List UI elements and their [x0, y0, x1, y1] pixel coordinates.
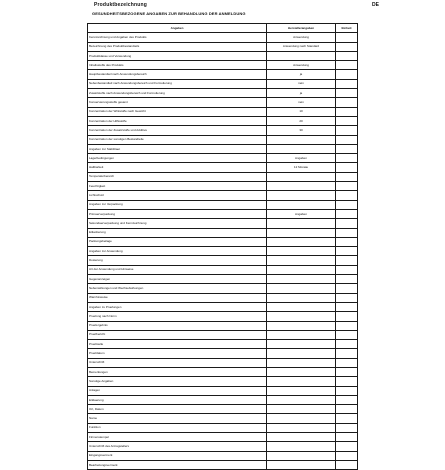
row-value: Anwendung — [267, 33, 336, 42]
row-value — [267, 349, 336, 358]
table-row — [88, 228, 358, 237]
row-label: Primaerverpackung — [88, 209, 267, 218]
row-value — [267, 340, 336, 349]
row-label: Ort, Datum — [88, 405, 267, 414]
row-label: Hauptbestandteil nach Anwendungsbereich — [88, 70, 267, 79]
table-row — [88, 42, 358, 51]
row-value — [267, 182, 336, 191]
row-label: Art der Anwendung und Hinweise — [88, 265, 267, 274]
row-unit — [336, 42, 358, 51]
row-label: Konservierungsstoffe gesamt — [88, 98, 267, 107]
row-unit — [336, 247, 358, 256]
row-label: Pruefdatum — [88, 349, 267, 358]
row-unit — [336, 200, 358, 209]
row-unit — [336, 98, 358, 107]
row-unit — [336, 154, 358, 163]
row-value — [267, 358, 336, 367]
table-row — [88, 284, 358, 293]
row-value — [267, 423, 336, 432]
table-row — [88, 61, 358, 70]
row-value — [267, 144, 336, 153]
table-header-row — [88, 24, 358, 33]
table-row — [88, 79, 358, 88]
table-row — [88, 433, 358, 442]
row-label: Angaben zu Pruefungen — [88, 302, 267, 311]
row-value: 10 — [267, 107, 336, 116]
row-label: Temperaturbereich — [88, 172, 267, 181]
row-label: Unterschrift des Antragstellers — [88, 442, 267, 451]
row-value — [267, 51, 336, 60]
table-row — [88, 200, 358, 209]
row-label: Anlagen — [88, 386, 267, 395]
row-unit — [336, 116, 358, 125]
table-row — [88, 219, 358, 228]
row-unit — [336, 442, 358, 451]
row-value — [267, 377, 336, 386]
table-row — [88, 451, 358, 460]
row-value: ja — [267, 89, 336, 98]
row-value — [267, 405, 336, 414]
specification-table — [87, 23, 358, 470]
table-row — [88, 349, 358, 358]
table-row — [88, 33, 358, 42]
row-value — [267, 321, 336, 330]
table-caption: GESUNDHEITSBEZOGENE ANGABEN ZUR BEHANDLUNG DER ANMELDUNG — [92, 11, 246, 16]
table-row — [88, 182, 358, 191]
row-label: Warnhinweise — [88, 293, 267, 302]
row-unit — [336, 79, 358, 88]
row-label: Name — [88, 414, 267, 423]
row-label: Nebenwirkungen und Wechselwirkungen — [88, 284, 267, 293]
row-unit — [336, 89, 358, 98]
row-unit — [336, 386, 358, 395]
row-label: Konzentration der sonstigen Bestandteile — [88, 135, 267, 144]
table-row — [88, 89, 358, 98]
row-unit — [336, 414, 358, 423]
row-unit — [336, 33, 358, 42]
row-unit — [336, 209, 358, 218]
row-value — [267, 256, 336, 265]
row-label: Lichtschutz — [88, 191, 267, 200]
table-row — [88, 330, 358, 339]
row-unit — [336, 377, 358, 386]
row-value — [267, 414, 336, 423]
table-row — [88, 191, 358, 200]
row-value — [267, 442, 336, 451]
row-label: Kennzeichnung und Angaben des Produkts — [88, 33, 267, 42]
row-label: Pruefbericht — [88, 330, 267, 339]
row-label: Feuchtigkeit — [88, 182, 267, 191]
row-value: 20 — [267, 116, 336, 125]
row-value — [267, 284, 336, 293]
row-unit — [336, 321, 358, 330]
row-unit — [336, 51, 358, 60]
row-unit — [336, 330, 358, 339]
table-row — [88, 256, 358, 265]
table-row — [88, 367, 358, 376]
row-value — [267, 265, 336, 274]
table-row — [88, 340, 358, 349]
row-unit — [336, 219, 358, 228]
row-value — [267, 200, 336, 209]
row-value: Anwendung nach Standard — [267, 42, 336, 51]
table-row — [88, 144, 358, 153]
row-value — [267, 460, 336, 469]
table-row — [88, 172, 358, 181]
row-value: nein — [267, 98, 336, 107]
row-unit — [336, 107, 358, 116]
table-row — [88, 51, 358, 60]
table-row — [88, 126, 358, 135]
row-unit — [336, 433, 358, 442]
table-row — [88, 414, 358, 423]
row-unit — [336, 265, 358, 274]
table-row — [88, 98, 358, 107]
table-row — [88, 358, 358, 367]
row-label: Pruefergebnis — [88, 321, 267, 330]
row-unit — [336, 135, 358, 144]
row-label: Produktklasse und Verwendung — [88, 51, 267, 60]
row-label: Gegenanzeigen — [88, 275, 267, 284]
row-value — [267, 135, 336, 144]
row-label: Sekundaerverpackung und Kennzeichnung — [88, 219, 267, 228]
row-unit — [336, 284, 358, 293]
row-unit — [336, 340, 358, 349]
row-value — [267, 247, 336, 256]
row-unit — [336, 293, 358, 302]
row-value — [267, 219, 336, 228]
table-row — [88, 460, 358, 469]
row-label: Konzentration der Zusatzstoffe und Additive — [88, 126, 267, 135]
row-label: Haltbarkeit — [88, 163, 267, 172]
row-value — [267, 275, 336, 284]
table-row — [88, 405, 358, 414]
table-row — [88, 293, 358, 302]
column-header: Angaben — [88, 24, 267, 33]
column-header: Einheit — [336, 24, 358, 33]
row-label: Konzentration der Wirkstoffe nach Gewicht — [88, 107, 267, 116]
row-value — [267, 330, 336, 339]
row-unit — [336, 237, 358, 246]
row-label: Bezeichnung des Produktbestandteils — [88, 42, 267, 51]
row-label: Bearbeitungsvermerk — [88, 460, 267, 469]
row-unit — [336, 367, 358, 376]
row-unit — [336, 460, 358, 469]
row-value: 12 Monate — [267, 163, 336, 172]
row-value: ja — [267, 70, 336, 79]
table-row — [88, 107, 358, 116]
table-row — [88, 302, 358, 311]
row-label: Lagerbedingungen — [88, 154, 267, 163]
table-row — [88, 377, 358, 386]
row-label: Packungsbeilage — [88, 237, 267, 246]
row-label: Erklaerung — [88, 395, 267, 404]
row-unit — [336, 275, 358, 284]
column-header: Herstellerangaben — [267, 24, 336, 33]
table-row — [88, 312, 358, 321]
table-row — [88, 70, 358, 79]
table-row — [88, 275, 358, 284]
row-unit — [336, 163, 358, 172]
row-unit — [336, 126, 358, 135]
page-marker: DE — [372, 2, 379, 8]
row-label: Angaben zur Anwendung — [88, 247, 267, 256]
row-label: Pruefung nach Norm — [88, 312, 267, 321]
row-value — [267, 293, 336, 302]
table-row — [88, 265, 358, 274]
table-row — [88, 154, 358, 163]
table-row — [88, 135, 358, 144]
document-title: Produktbezeichnung — [94, 2, 148, 8]
row-unit — [336, 144, 358, 153]
table-row — [88, 442, 358, 451]
row-value: 30 — [267, 126, 336, 135]
row-value — [267, 451, 336, 460]
row-unit — [336, 312, 358, 321]
row-value: nein — [267, 79, 336, 88]
table-row — [88, 163, 358, 172]
row-label: Inhaltsstoffe des Produkts — [88, 61, 267, 70]
row-unit — [336, 61, 358, 70]
table-row — [88, 209, 358, 218]
row-unit — [336, 349, 358, 358]
row-value — [267, 395, 336, 404]
row-label: Etikettierung — [88, 228, 267, 237]
table-row — [88, 423, 358, 432]
row-label: Angaben zur Verpackung — [88, 200, 267, 209]
row-value — [267, 433, 336, 442]
table-row — [88, 116, 358, 125]
row-label: Angaben zur Stabilitaet — [88, 144, 267, 153]
row-value: Anwendung — [267, 61, 336, 70]
row-label: Bemerkungen — [88, 367, 267, 376]
table-row — [88, 386, 358, 395]
table-row — [88, 395, 358, 404]
row-unit — [336, 172, 358, 181]
table-row — [88, 237, 358, 246]
row-label: Pruefstelle — [88, 340, 267, 349]
row-unit — [336, 228, 358, 237]
row-label: Zusatzstoffe nach Anwendungsbereich und Formulierung — [88, 89, 267, 98]
row-unit — [336, 302, 358, 311]
row-value — [267, 386, 336, 395]
row-value — [267, 172, 336, 181]
table-row — [88, 247, 358, 256]
row-unit — [336, 423, 358, 432]
row-unit — [336, 182, 358, 191]
row-label: Nebenbestandteil nach Anwendungsbereich und Formulierung — [88, 79, 267, 88]
row-label: Sonstige Angaben — [88, 377, 267, 386]
row-unit — [336, 405, 358, 414]
row-unit — [336, 451, 358, 460]
row-label: Funktion — [88, 423, 267, 432]
row-value — [267, 367, 336, 376]
row-value — [267, 191, 336, 200]
row-unit — [336, 191, 358, 200]
row-value — [267, 228, 336, 237]
row-unit — [336, 70, 358, 79]
row-label: Eingangsvermerk — [88, 451, 267, 460]
row-unit — [336, 358, 358, 367]
row-value — [267, 237, 336, 246]
row-value: Angaben — [267, 209, 336, 218]
row-value: Angaben — [267, 154, 336, 163]
table-row — [88, 321, 358, 330]
row-value — [267, 302, 336, 311]
row-label: Dosierung — [88, 256, 267, 265]
row-unit — [336, 395, 358, 404]
row-unit — [336, 256, 358, 265]
row-label: Konzentration der Hilfsstoffe — [88, 116, 267, 125]
row-label: Unterschrift — [88, 358, 267, 367]
row-label: Firmenstempel — [88, 433, 267, 442]
row-value — [267, 312, 336, 321]
